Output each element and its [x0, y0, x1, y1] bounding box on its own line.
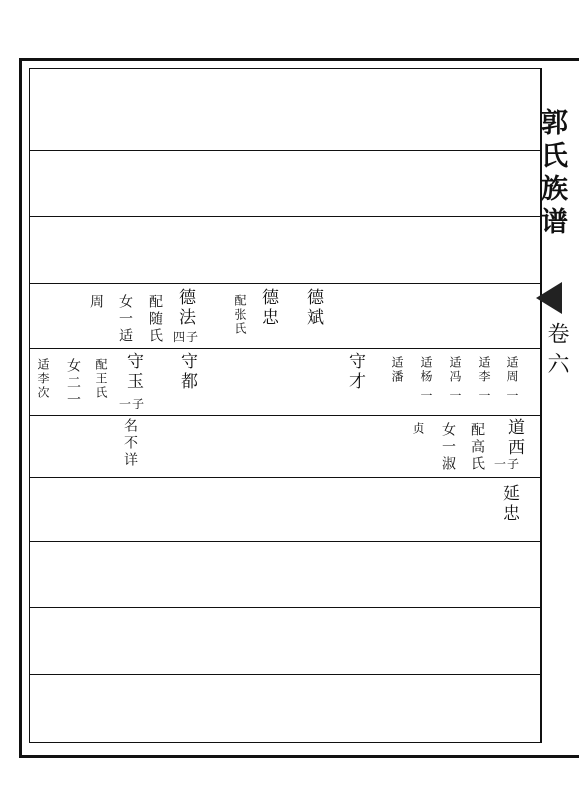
- wife-note: 配高氏: [469, 422, 485, 473]
- name-defa: 德法: [175, 288, 195, 328]
- row-divider: [29, 674, 541, 675]
- fishtail-mark: [536, 282, 562, 314]
- daughter-marriage: 适周: [505, 356, 519, 384]
- row-divider: [29, 150, 541, 151]
- name-dezhong: 德忠: [258, 288, 278, 328]
- name-shouyu: 守玉: [123, 352, 143, 392]
- name-daoxi: 道西: [504, 418, 524, 458]
- daughter-note: 女一淑: [440, 422, 456, 473]
- daughter-note: 女一适: [117, 294, 133, 345]
- daughter-marriage: 适潘: [390, 356, 404, 384]
- unknown-name-note: 名不详: [122, 418, 138, 469]
- daughter-marriage: 适杨: [419, 356, 433, 384]
- book-title: 郭氏族谱: [536, 108, 567, 240]
- row-divider: [29, 415, 541, 416]
- sons-note: 四子: [173, 330, 200, 344]
- wife-note: 配张氏: [233, 294, 247, 336]
- row-divider: [29, 477, 541, 478]
- name-shoudu: 守都: [177, 352, 197, 392]
- daughter-count: 一: [419, 389, 433, 403]
- row-divider: [29, 607, 541, 608]
- row-divider: [29, 348, 541, 349]
- wife-note: 配王氏: [94, 358, 108, 400]
- daughter-marriage: 适冯: [448, 356, 462, 384]
- daughter-note: 女二一: [65, 358, 81, 409]
- sons-note: 一子: [494, 457, 521, 471]
- daughter-husband: 适李次: [36, 358, 50, 400]
- name-yanzhong: 延忠: [499, 484, 519, 524]
- name-shoucai: 守才: [345, 352, 365, 392]
- daughter-count: 一: [505, 389, 519, 403]
- sons-note: 一子: [119, 397, 146, 411]
- volume-label: 卷六: [544, 322, 569, 382]
- name-debin: 德斌: [303, 288, 323, 328]
- row-divider: [29, 541, 541, 542]
- daughter-note: 贞: [411, 422, 425, 436]
- daughter-count: 一: [477, 389, 491, 403]
- row-divider: [29, 283, 541, 284]
- daughter-count: 一: [448, 389, 462, 403]
- daughter-marriage: 适李: [477, 356, 491, 384]
- daughter-husband: 周: [88, 294, 104, 311]
- wife-note: 配随氏: [147, 294, 163, 345]
- row-divider: [29, 216, 541, 217]
- genealogy-grid: [29, 68, 541, 743]
